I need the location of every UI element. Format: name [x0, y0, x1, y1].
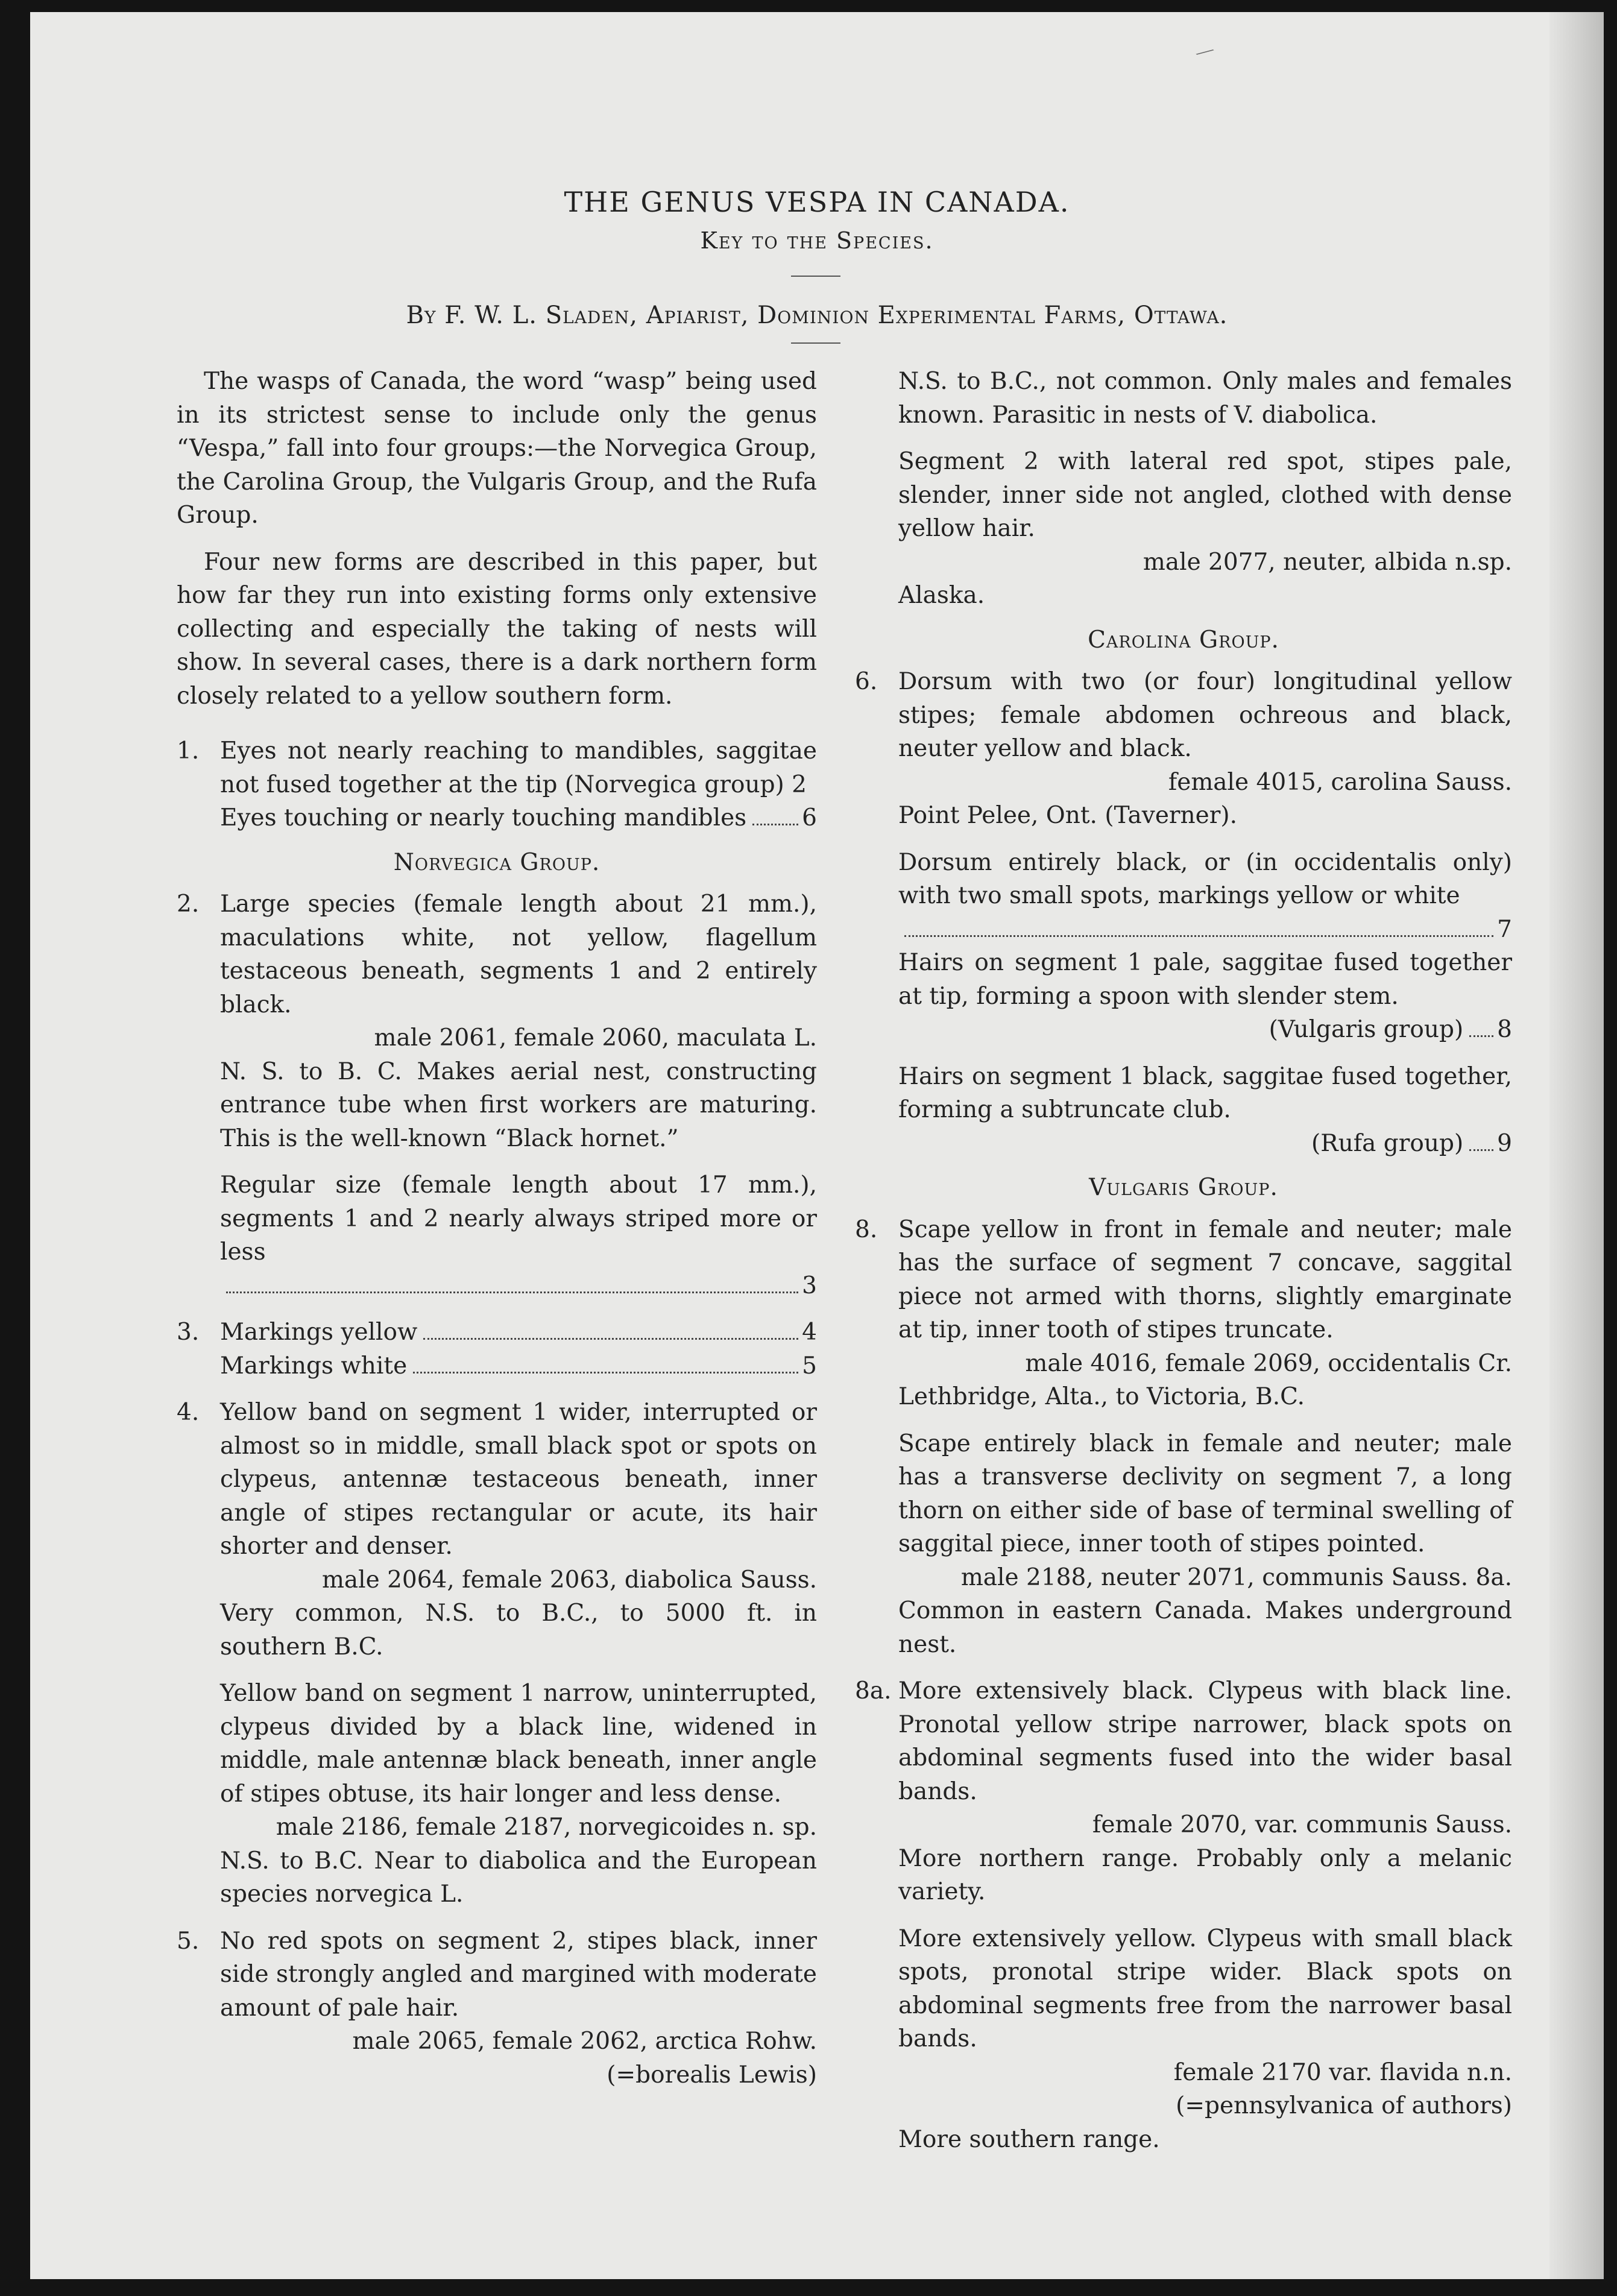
specimen-line: male 2188, neuter 2071, communis Sauss. 8a.: [960, 1563, 1512, 1591]
couplet-a: Scape yellow in front in female and neuter; male has the surface of segment 7 concave, saggital piece not armed with thorns, slightly emarginate at tip, inner tooth of stipes truncate.: [898, 1216, 1512, 1343]
specimen-line: male 2064, female 2063, diabolica Sauss.: [321, 1566, 817, 1594]
couplet-a-number: 4: [802, 1319, 817, 1346]
leader-dots: [423, 1338, 798, 1340]
leader-dots: [904, 935, 1493, 937]
couplet-b: [898, 846, 1512, 913]
couplet-b-text: Dorsum entirely black, or (in occidentalis only) with two small spots, markings yellow or white: [898, 848, 1512, 909]
key-entry-3: [177, 1316, 817, 1383]
book-page: [30, 12, 1604, 2279]
group-heading-vulgaris: Vulgaris Group.: [1089, 1174, 1278, 1201]
key-entry-8a: [855, 1674, 1512, 2156]
couplet-b-text: Regular size (female length about 17 mm.), segments 1 and 2 nearly always striped more or less: [220, 1172, 817, 1266]
leader-dots: [413, 1372, 798, 1374]
article-subtitle: Key to the Species.: [700, 227, 934, 254]
specimen-line: female 2070, var. communis Sauss.: [1092, 1811, 1512, 1838]
entry-number: 5.: [177, 1927, 200, 1955]
specimen-line: male 2186, female 2187, norvegicoides n. sp.: [276, 1814, 817, 1841]
group-reference: (Vulgaris group): [1269, 1016, 1464, 1043]
group-heading-norvegica: Norvegica Group.: [393, 848, 600, 876]
key-entry-6: [855, 665, 1512, 946]
couplet-b: More extensively yellow. Clypeus with small black spots, pronotal stripe wider. Black spots on abdominal segments free from the narrower basal bands.: [898, 1925, 1512, 2052]
couplet-b-ref: [898, 1127, 1512, 1161]
key-entry-7: [855, 946, 1512, 1160]
range-note: Alaska.: [898, 582, 985, 609]
article-title: THE GENUS VESPA IN CANADA.: [564, 186, 1070, 218]
couplet-a: More extensively black. Clypeus with black line. Pronotal yellow stripe narrower, black spots on abdominal segments fused into the wider basal bands.: [898, 1677, 1512, 1805]
couplet-a: No red spots on segment 2, stipes black, inner side strongly angled and margined with moderate amount of pale hair.: [220, 1927, 817, 2022]
couplet-b: Segment 2 with lateral red spot, stipes pale, slender, inner side not angled, clothed with dense yellow hair.: [898, 448, 1512, 542]
synonym-line: (=pennsylvanica of authors): [1176, 2092, 1512, 2119]
couplet-b-number: 9: [1497, 1129, 1512, 1157]
specimen-line: female 2170 var. flavida n.n.: [1173, 2058, 1512, 2086]
range-note: More southern range.: [898, 2125, 1160, 2153]
specimen-line: male 4016, female 2069, occidentalis Cr.: [1025, 1349, 1512, 1377]
range-note: Very common, N.S. to B.C., to 5000 ft. in southern B.C.: [220, 1600, 817, 1660]
divider-rule-bottom: [791, 342, 840, 344]
key-entry-2: [177, 888, 817, 1302]
couplet-a: Eyes not nearly reaching to mandibles, saggitae not fused together at the tip (Norvegica group) 2: [220, 737, 817, 798]
smudge-mark: ⟋: [1193, 40, 1216, 65]
specimen-line: male 2065, female 2062, arctica Rohw.: [352, 2028, 817, 2055]
couplet-b-text: Markings white: [220, 1352, 408, 1380]
left-column: [177, 365, 817, 2092]
entry-number: 8a.: [855, 1677, 892, 1705]
couplet-a: Yellow band on segment 1 wider, interrupted or almost so in middle, small black spot or spots on clypeus, antennæ testaceous beneath, inner angle of stipes rectangular or acute, its hair shorter and denser.: [220, 1399, 817, 1560]
couplet-b-number: 5: [802, 1352, 817, 1380]
couplet-b-continuation: [220, 1269, 817, 1303]
entry-number: 4.: [177, 1399, 200, 1426]
leader-dots: [752, 824, 798, 825]
entry-number: 3.: [177, 1319, 200, 1346]
range-note: Lethbridge, Alta., to Victoria, B.C.: [898, 1383, 1305, 1410]
couplet-b-number: 7: [1497, 915, 1512, 943]
entry-number: 8.: [855, 1216, 878, 1243]
couplet-b-continuation: [898, 913, 1512, 947]
couplet-a: Large species (female length about 21 mm.), maculations white, not yellow, flagellum testaceous beneath, segments 1 and 2 entirely black.: [220, 891, 817, 1018]
couplet-a-ref: [898, 1013, 1512, 1047]
couplet-b-number: 6: [802, 804, 817, 831]
entry-number: 1.: [177, 737, 200, 765]
group-reference: (Rufa group): [1311, 1129, 1464, 1157]
article-byline: By F. W. L. Sladen, Apiarist, Dominion Experimental Farms, Ottawa.: [406, 301, 1228, 329]
couplet-a: Dorsum with two (or four) longitudinal yellow stipes; female abdomen ochreous and black, neuter yellow and black.: [898, 668, 1512, 762]
leader-dots: [1469, 1149, 1493, 1151]
intro-paragraph-1: The wasps of Canada, the word “wasp” being used in its strictest sense to include only the genus “Vespa,” fall into four groups:—the Norvegica Group, the Carolina Group, the Vulgaris Group, and the Rufa Group.: [177, 368, 817, 529]
couplet-b: Hairs on segment 1 black, saggitae fused together, forming a subtruncate club.: [898, 1062, 1512, 1123]
key-entry-5-continued: [855, 365, 1512, 613]
page-edge: [1549, 12, 1604, 2279]
synonym-line: (=borealis Lewis): [607, 2061, 817, 2089]
range-note: N.S. to B.C. Near to diabolica and the European species norvegica L.: [220, 1847, 817, 1908]
key-entry-5: [177, 1925, 817, 2092]
range-note: N. S. to B. C. Makes aerial nest, constructing entrance tube when first workers are maturing. This is the well-known “Black hornet.”: [220, 1058, 817, 1152]
intro-paragraph-2: Four new forms are described in this paper, but how far they run into existing forms only extensive collecting and especially the taking of nests will show. In several cases, there is a dark northern form closely related to a yellow southern form.: [177, 548, 817, 710]
key-entry-1: [177, 734, 817, 835]
group-heading-carolina: Carolina Group.: [1088, 626, 1279, 654]
range-note: Point Pelee, Ont. (Taverner).: [898, 802, 1238, 829]
couplet-b: Scape entirely black in female and neuter; male has a transverse declivity on segment 7, a long thorn on either side of base of terminal swelling of saggital piece, inner tooth of stipes pointed.: [898, 1430, 1512, 1557]
couplet-a-text: Markings yellow: [220, 1319, 418, 1346]
key-entry-8: [855, 1213, 1512, 1662]
couplet-b: [220, 1168, 817, 1269]
couplet-b: [220, 1349, 817, 1383]
couplet-b-text: Eyes touching or nearly touching mandibles: [220, 804, 747, 831]
couplet-a: Hairs on segment 1 pale, saggitae fused together at tip, forming a spoon with slender stem.: [898, 949, 1512, 1010]
leader-dots: [226, 1292, 798, 1293]
entry-number: 6.: [855, 668, 878, 695]
key-entry-4: [177, 1396, 817, 1911]
couplet-b: Yellow band on segment 1 narrow, uninterrupted, clypeus divided by a black line, widened in middle, male antennæ black beneath, inner angle of stipes obtuse, its hair longer and less dense.: [220, 1680, 817, 1808]
entry-number: 2.: [177, 891, 200, 918]
couplet-a: [220, 1316, 817, 1349]
specimen-line: male 2077, neuter, albida n.sp.: [1143, 548, 1512, 576]
couplet-b-number: 3: [802, 1272, 817, 1299]
specimen-line: female 4015, carolina Sauss.: [1168, 768, 1512, 796]
couplet-a-number: 8: [1497, 1016, 1512, 1043]
divider-rule-top: [791, 276, 840, 277]
leader-dots: [1469, 1035, 1493, 1037]
range-note: N.S. to B.C., not common. Only males and females known. Parasitic in nests of V. diabolica.: [898, 368, 1512, 429]
range-note: Common in eastern Canada. Makes underground nest.: [898, 1597, 1512, 1658]
specimen-line: male 2061, female 2060, maculata L.: [374, 1024, 817, 1052]
couplet-b: [220, 801, 817, 835]
range-note: More northern range. Probably only a melanic variety.: [898, 1844, 1512, 1905]
right-column: [855, 365, 1512, 2156]
